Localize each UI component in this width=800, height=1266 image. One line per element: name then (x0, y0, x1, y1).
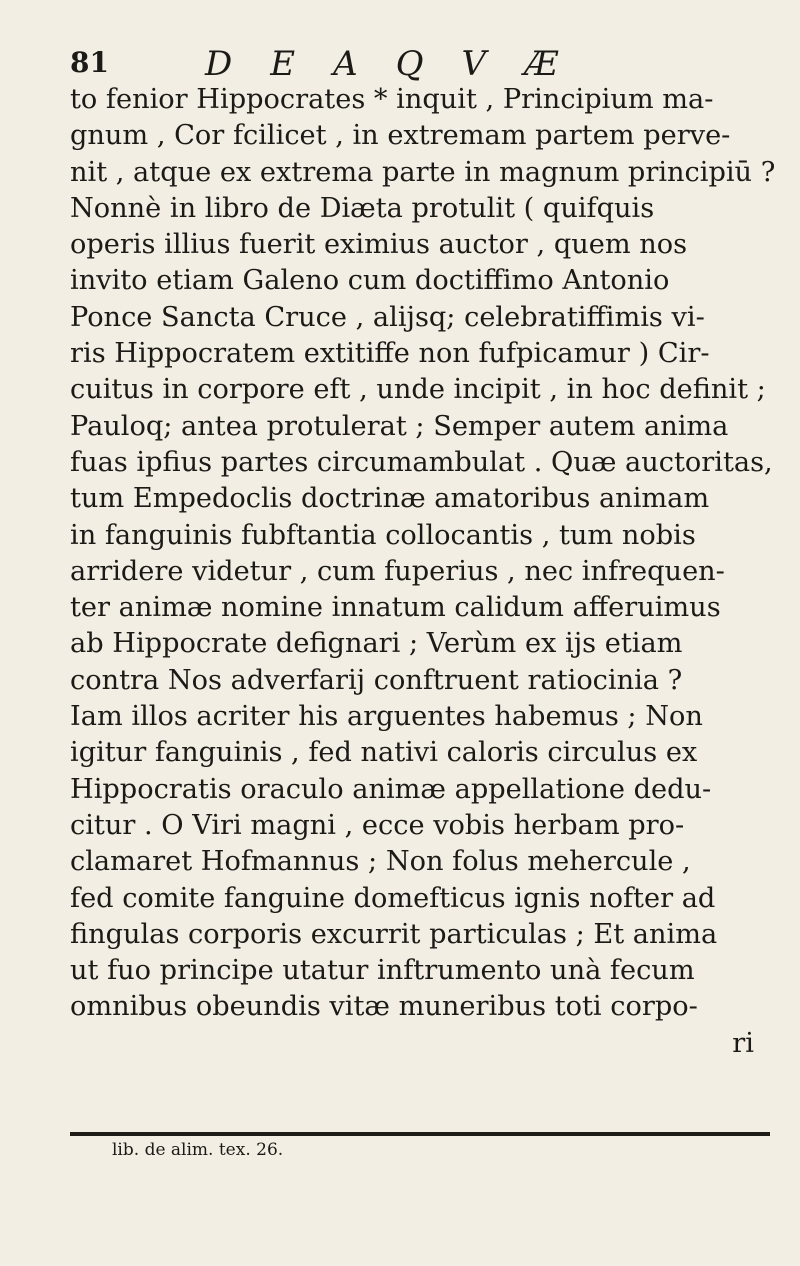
text-line: citur . O Viri magni , ecce vobis herbam pro- (70, 809, 685, 841)
catchword: ri (732, 1027, 754, 1059)
text-line: nit , atque ex extrema parte in magnum principiū ? (70, 156, 776, 188)
page-header (70, 46, 770, 86)
text-line: gnum , Cor fcilicet , in extremam partem perve- (70, 120, 731, 152)
text-line: arridere videtur , cum fuperius , nec infrequen- (70, 555, 725, 587)
text-line: cuitus in corpore eft , unde incipit , in hoc definit ; (70, 374, 766, 406)
text-line: igitur fanguinis , fed nativi caloris circulus ex (70, 737, 698, 769)
page-number: 81 (70, 46, 109, 79)
text-line: fed comite fanguine domefticus ignis nofter ad (70, 882, 716, 914)
text-line: clamaret Hofmannus ; Non folus mehercule , (70, 846, 691, 878)
text-line: Ponce Sancta Cruce , alijsq; celebratiffimis vi- (70, 301, 705, 333)
text-line: in fanguinis fubftantia collocantis , tum nobis (70, 519, 696, 551)
text-line: ut fuo principe utatur inftrumento unà fecum (70, 955, 695, 987)
text-line: Nonnè in libro de Diæta protulit ( quifquis (70, 192, 655, 224)
text-line: operis illius fuerit eximius auctor , quem nos (70, 229, 688, 261)
footer-rule (70, 1132, 770, 1136)
body-text (70, 82, 786, 1062)
running-title: DEAQVÆ (205, 44, 597, 84)
text-line: ris Hippocratem extitiffe non fufpicamur ) Cir- (70, 338, 710, 370)
text-line: fingulas corporis excurrit particulas ; Et anima (70, 918, 718, 950)
text-line: to fenior Hippocrates * inquit , Principium ma- (70, 84, 714, 115)
text-line: Hippocratis oraculo animæ appellatione dedu- (70, 773, 712, 805)
text-line: invito etiam Galeno cum doctiffimo Antonio (70, 265, 670, 297)
text-line: Pauloq; antea protulerat ; Semper autem anima (70, 410, 729, 442)
footnote: lib. de alim. tex. 26. (112, 1140, 284, 1160)
text-line: Iam illos acriter his arguentes habemus ; Non (70, 701, 703, 733)
text-line: ter animæ nomine innatum calidum afferuimus (70, 592, 721, 624)
text-line: tum Empedoclis doctrinæ amatoribus animam (70, 483, 710, 515)
text-line: fuas ipfius partes circumambulat . Quæ auctoritas, (70, 446, 773, 478)
text-line: ab Hippocrate defignari ; Verùm ex ijs etiam (70, 628, 683, 660)
text-line: contra Nos adverfarij conftruent ratiocinia ? (70, 664, 683, 696)
text-line: omnibus obeundis vitæ muneribus toti corpo- (70, 991, 698, 1023)
